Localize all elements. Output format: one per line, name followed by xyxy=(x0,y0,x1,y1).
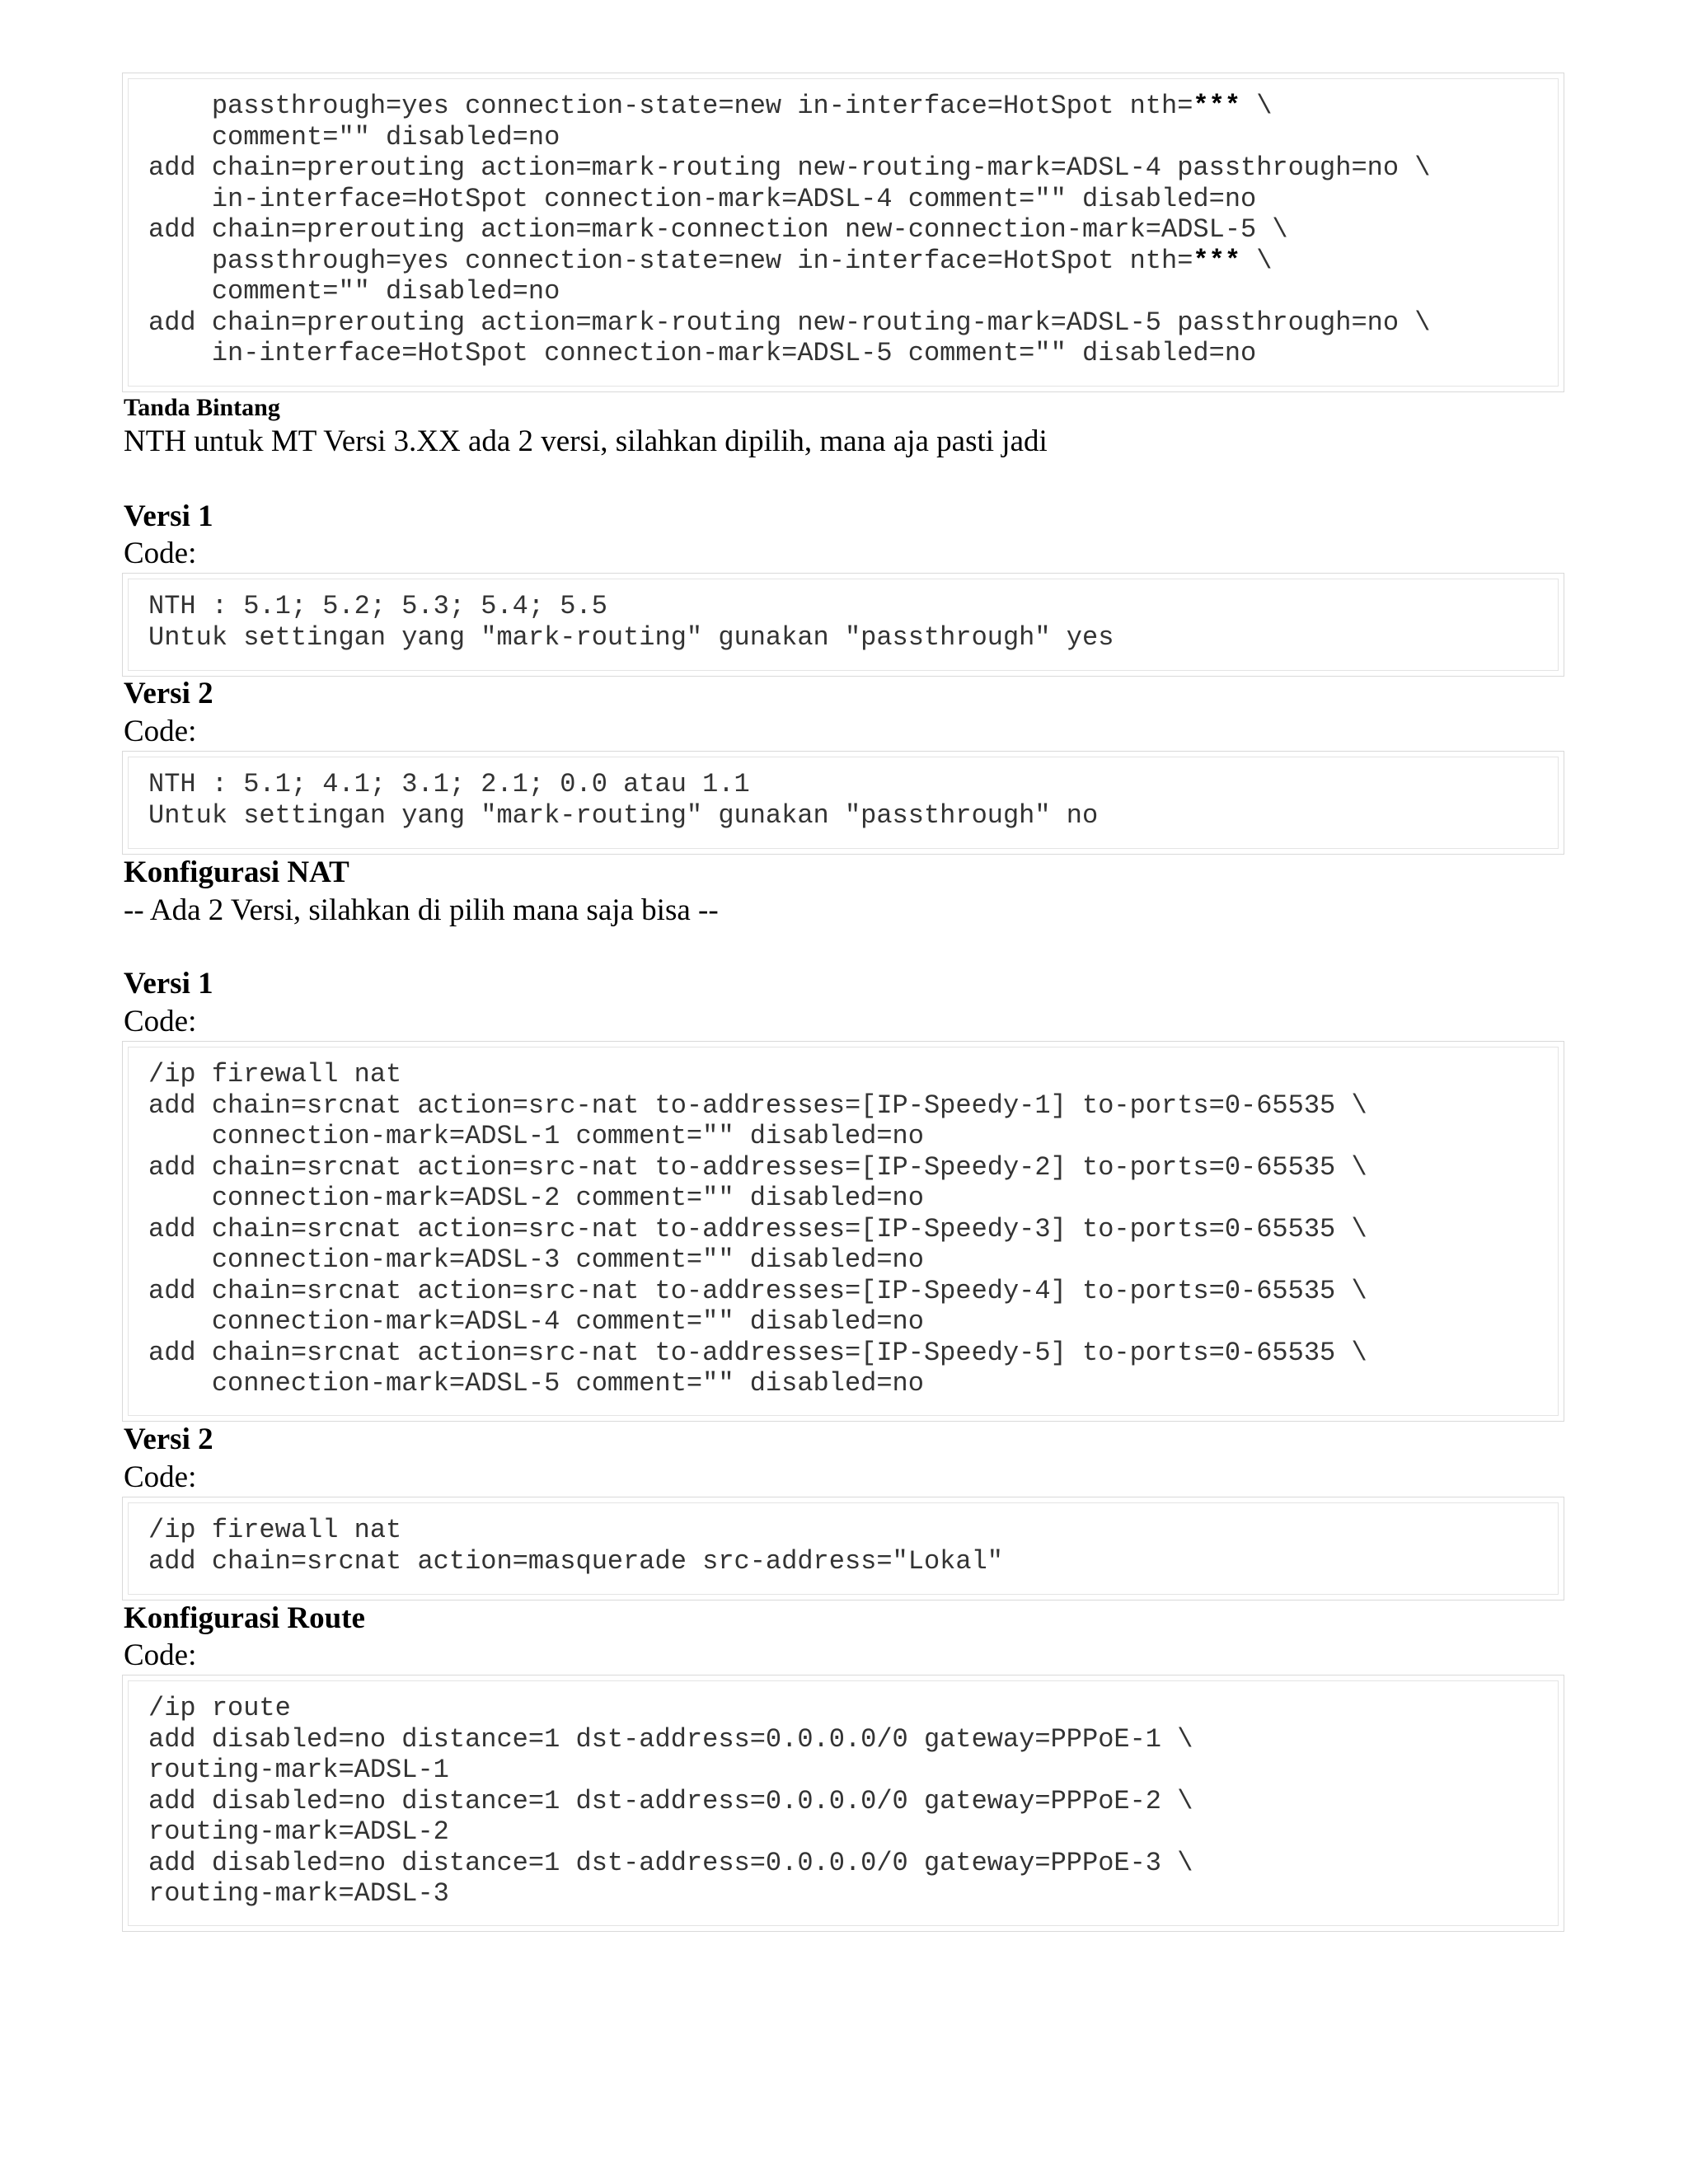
code-line: add chain=srcnat action=src-nat to-addresses=[IP-Speedy-2] to-ports=0-65535 \ xyxy=(148,1151,1367,1183)
code-line: add disabled=no distance=1 dst-address=0.0.0.0/0 gateway=PPPoE-3 \ xyxy=(148,1847,1193,1878)
heading-tanda-bintang: Tanda Bintang xyxy=(124,394,280,421)
code-line: add chain=prerouting action=mark-routing new-routing-mark=ADSL-5 passthrough=no \ xyxy=(148,307,1431,338)
code-line: routing-mark=ADSL-2 xyxy=(148,1816,449,1847)
code-line: NTH : 5.1; 4.1; 3.1; 2.1; 0.0 atau 1.1 xyxy=(148,769,750,799)
code-line: add disabled=no distance=1 dst-address=0.0.0.0/0 gateway=PPPoE-2 \ xyxy=(148,1785,1193,1816)
code-line: add disabled=no distance=1 dst-address=0.0.0.0/0 gateway=PPPoE-1 \ xyxy=(148,1723,1193,1755)
code-nat-v2 xyxy=(148,1515,1558,1577)
heading-versi-1: Versi 1 xyxy=(124,499,213,533)
heading-versi-2: Versi 2 xyxy=(124,677,213,710)
code-line: routing-mark=ADSL-3 xyxy=(148,1878,449,1909)
code-line: add chain=srcnat action=src-nat to-addresses=[IP-Speedy-5] to-ports=0-65535 \ xyxy=(148,1337,1367,1368)
label-code: Code: xyxy=(124,1005,197,1038)
code-line: NTH : 5.1; 5.2; 5.3; 5.4; 5.5 xyxy=(148,591,607,621)
code-line: /ip route xyxy=(148,1693,291,1723)
code-line: add chain=srcnat action=src-nat to-addresses=[IP-Speedy-3] to-ports=0-65535 \ xyxy=(148,1213,1367,1244)
code-line: passthrough=yes connection-state=new in-interface=HotSpot nth=*** \ xyxy=(148,91,1273,121)
code-block-nth-v2 xyxy=(122,751,1564,855)
code-block-mangle xyxy=(122,73,1564,392)
heading-konfigurasi-nat: Konfigurasi NAT xyxy=(124,855,349,889)
label-code: Code: xyxy=(124,1460,197,1494)
code-line: add chain=srcnat action=src-nat to-addresses=[IP-Speedy-4] to-ports=0-65535 \ xyxy=(148,1275,1367,1306)
paragraph-nth-intro: NTH untuk MT Versi 3.XX ada 2 versi, silahkan dipilih, mana aja pasti jadi xyxy=(124,424,1048,458)
code-line: connection-mark=ADSL-4 comment="" disabled=no xyxy=(148,1306,924,1337)
code-line: connection-mark=ADSL-3 comment="" disabled=no xyxy=(148,1244,924,1275)
label-code: Code: xyxy=(124,537,197,570)
code-line: /ip firewall nat xyxy=(148,1515,402,1545)
code-line: passthrough=yes connection-state=new in-interface=HotSpot nth=*** \ xyxy=(148,245,1273,276)
code-line: add chain=srcnat action=src-nat to-addresses=[IP-Speedy-1] to-ports=0-65535 \ xyxy=(148,1090,1367,1121)
code-nth-v1 xyxy=(148,591,1558,653)
code-line: Untuk settingan yang "mark-routing" gunakan "passthrough" yes xyxy=(148,621,1114,653)
code-line: /ip firewall nat xyxy=(148,1059,402,1090)
code-line: connection-mark=ADSL-1 comment="" disabled=no xyxy=(148,1121,924,1151)
label-code: Code: xyxy=(124,715,197,748)
code-line: comment="" disabled=no xyxy=(148,276,560,307)
code-block-route xyxy=(122,1675,1564,1932)
code-block-nat-v1 xyxy=(122,1041,1564,1422)
code-route xyxy=(148,1693,1558,1910)
heading-versi-1: Versi 1 xyxy=(124,967,213,1001)
code-nth-v2 xyxy=(148,769,1558,831)
code-line: connection-mark=ADSL-5 comment="" disabled=no xyxy=(148,1368,924,1399)
heading-konfigurasi-route: Konfigurasi Route xyxy=(124,1601,365,1635)
heading-versi-2: Versi 2 xyxy=(124,1422,213,1456)
code-line: add chain=prerouting action=mark-connection new-connection-mark=ADSL-5 \ xyxy=(148,214,1288,245)
label-code: Code: xyxy=(124,1638,197,1672)
code-line: in-interface=HotSpot connection-mark=ADSL-5 comment="" disabled=no xyxy=(148,338,1257,368)
code-line: comment="" disabled=no xyxy=(148,121,560,152)
code-line: in-interface=HotSpot connection-mark=ADSL-4 comment="" disabled=no xyxy=(148,183,1257,214)
code-line: add chain=srcnat action=masquerade src-address="Lokal" xyxy=(148,1545,1003,1577)
code-line: routing-mark=ADSL-1 xyxy=(148,1755,449,1785)
code-line: connection-mark=ADSL-2 comment="" disabled=no xyxy=(148,1183,924,1213)
code-mangle xyxy=(148,91,1558,369)
code-nat-v1 xyxy=(148,1059,1558,1399)
paragraph-nat-intro: -- Ada 2 Versi, silahkan di pilih mana saja bisa -- xyxy=(124,893,719,927)
code-line: Untuk settingan yang "mark-routing" gunakan "passthrough" no xyxy=(148,799,1099,831)
code-block-nat-v2 xyxy=(122,1497,1564,1601)
code-block-nth-v1 xyxy=(122,573,1564,677)
code-line: add chain=prerouting action=mark-routing new-routing-mark=ADSL-4 passthrough=no \ xyxy=(148,152,1431,183)
